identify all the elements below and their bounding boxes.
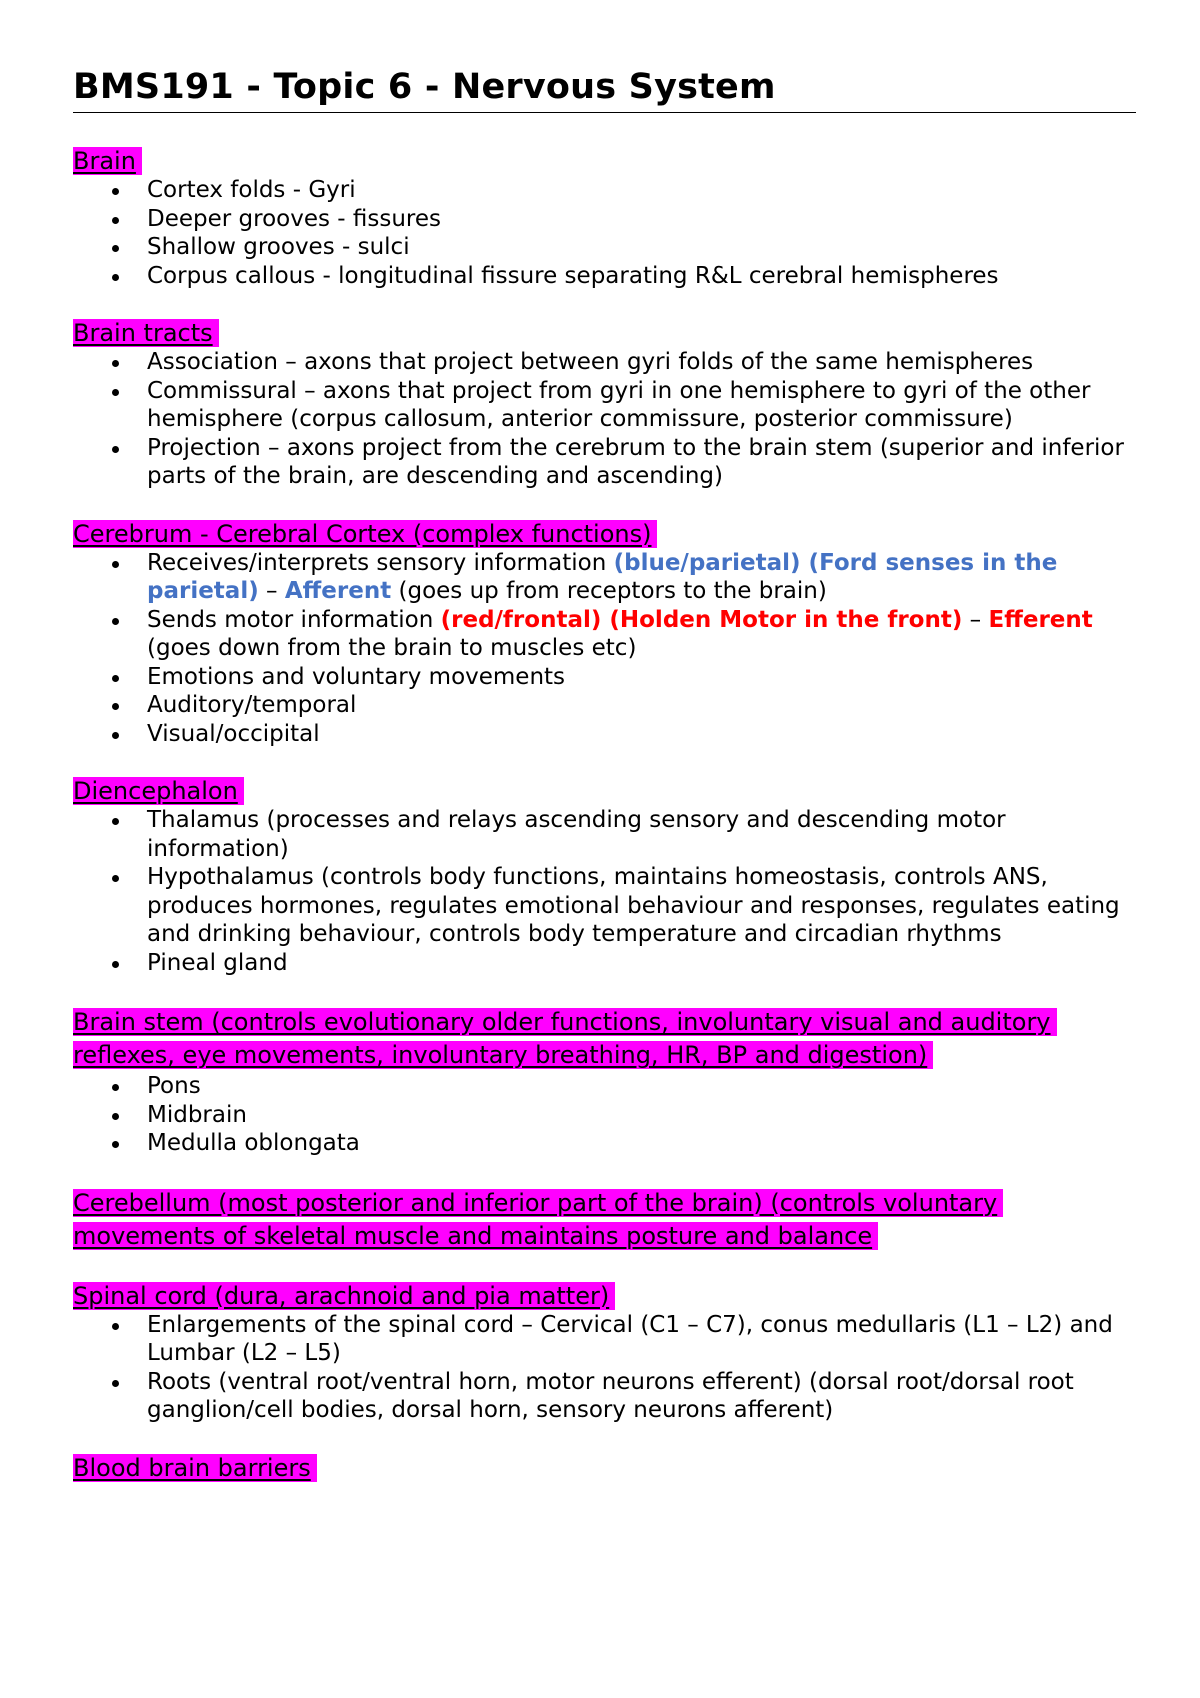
diencephalon-list	[73, 806, 1136, 977]
list-item: Pons	[147, 1072, 1136, 1101]
section-heading-diencephalon: Diencephalon	[73, 777, 1136, 806]
brain-stem-list	[73, 1072, 1136, 1158]
section-cerebrum	[73, 520, 1136, 749]
list-item: Enlargements of the spinal cord – Cervical (C1 – C7), conus medullaris (L1 – L2) and Lumbar (L2 – L5)	[147, 1311, 1136, 1368]
list-item: Cortex folds - Gyri	[147, 176, 1136, 205]
brain-tracts-list	[73, 348, 1136, 491]
list-item: Deeper grooves - fissures	[147, 205, 1136, 234]
section-heading-cerebrum: Cerebrum - Cerebral Cortex (complex functions)	[73, 520, 1136, 549]
list-item: Corpus callous - longitudinal fissure separating R&L cerebral hemispheres	[147, 262, 1136, 291]
list-item: Visual/occipital	[147, 720, 1136, 749]
cerebrum-list	[73, 549, 1136, 749]
list-item: Midbrain	[147, 1101, 1136, 1130]
list-item: Medulla oblongata	[147, 1129, 1136, 1158]
list-item-motor: Sends motor information (red/frontal) (Holden Motor in the front) – Efferent (goes down from the brain to muscles etc)	[147, 606, 1136, 663]
section-spinal-cord	[73, 1282, 1136, 1425]
brain-list	[73, 176, 1136, 290]
list-item: Thalamus (processes and relays ascending sensory and descending motor information)	[147, 806, 1136, 863]
list-item: Projection – axons project from the cerebrum to the brain stem (superior and inferior parts of the brain, are descending and ascending)	[147, 434, 1136, 491]
motor-frontal-note: (red/frontal) (Holden Motor in the front)	[440, 606, 963, 633]
list-item: Auditory/temporal	[147, 691, 1136, 720]
section-heading-blood-brain-barriers: Blood brain barriers	[73, 1454, 1136, 1483]
list-item: Commissural – axons that project from gyri in one hemisphere to gyri of the other hemisphere (corpus callosum, anterior commissure, posterior commissure)	[147, 377, 1136, 434]
list-item: Emotions and voluntary movements	[147, 663, 1136, 692]
section-brain-tracts	[73, 319, 1136, 491]
section-heading-brain-tracts: Brain tracts	[73, 319, 1136, 348]
section-blood-brain-barriers	[73, 1454, 1136, 1483]
section-brain	[73, 147, 1136, 290]
section-heading-brain: Brain	[73, 147, 1136, 176]
section-brain-stem	[73, 1006, 1136, 1158]
section-diencephalon	[73, 777, 1136, 977]
list-item: Hypothalamus (controls body functions, maintains homeostasis, controls ANS, produces hormones, regulates emotional behaviour and responses, regulates eating and drinking behaviour, controls body temperature and circadian rhythms	[147, 863, 1136, 949]
list-item: Association – axons that project between gyri folds of the same hemispheres	[147, 348, 1136, 377]
section-cerebellum	[73, 1187, 1136, 1253]
section-heading-brain-stem: Brain stem (controls evolutionary older functions, involuntary visual and auditory reflexes, eye movements, involuntary breathing, HR, BP and digestion)	[73, 1006, 1136, 1072]
list-item: Pineal gland	[147, 949, 1136, 978]
list-item: Shallow grooves - sulci	[147, 233, 1136, 262]
list-item: Roots (ventral root/ventral horn, motor neurons efferent) (dorsal root/dorsal root ganglion/cell bodies, dorsal horn, sensory neurons afferent)	[147, 1368, 1136, 1425]
sensory-parietal-note: (blue/parietal) (Ford senses in the parietal)	[147, 549, 1058, 604]
section-heading-spinal-cord: Spinal cord (dura, arachnoid and pia matter)	[73, 1282, 1136, 1311]
afferent-term: Afferent	[284, 578, 392, 604]
spinal-cord-list	[73, 1311, 1136, 1425]
section-heading-cerebellum: Cerebellum (most posterior and inferior part of the brain) (controls voluntary movements of skeletal muscle and maintains posture and balance	[73, 1187, 1136, 1253]
document-title: BMS191 - Topic 6 - Nervous System	[73, 66, 1136, 113]
list-item-sensory: Receives/interprets sensory information (blue/parietal) (Ford senses in the parietal) – Afferent (goes up from receptors to the brain)	[147, 549, 1136, 606]
efferent-term: Efferent	[988, 606, 1093, 633]
